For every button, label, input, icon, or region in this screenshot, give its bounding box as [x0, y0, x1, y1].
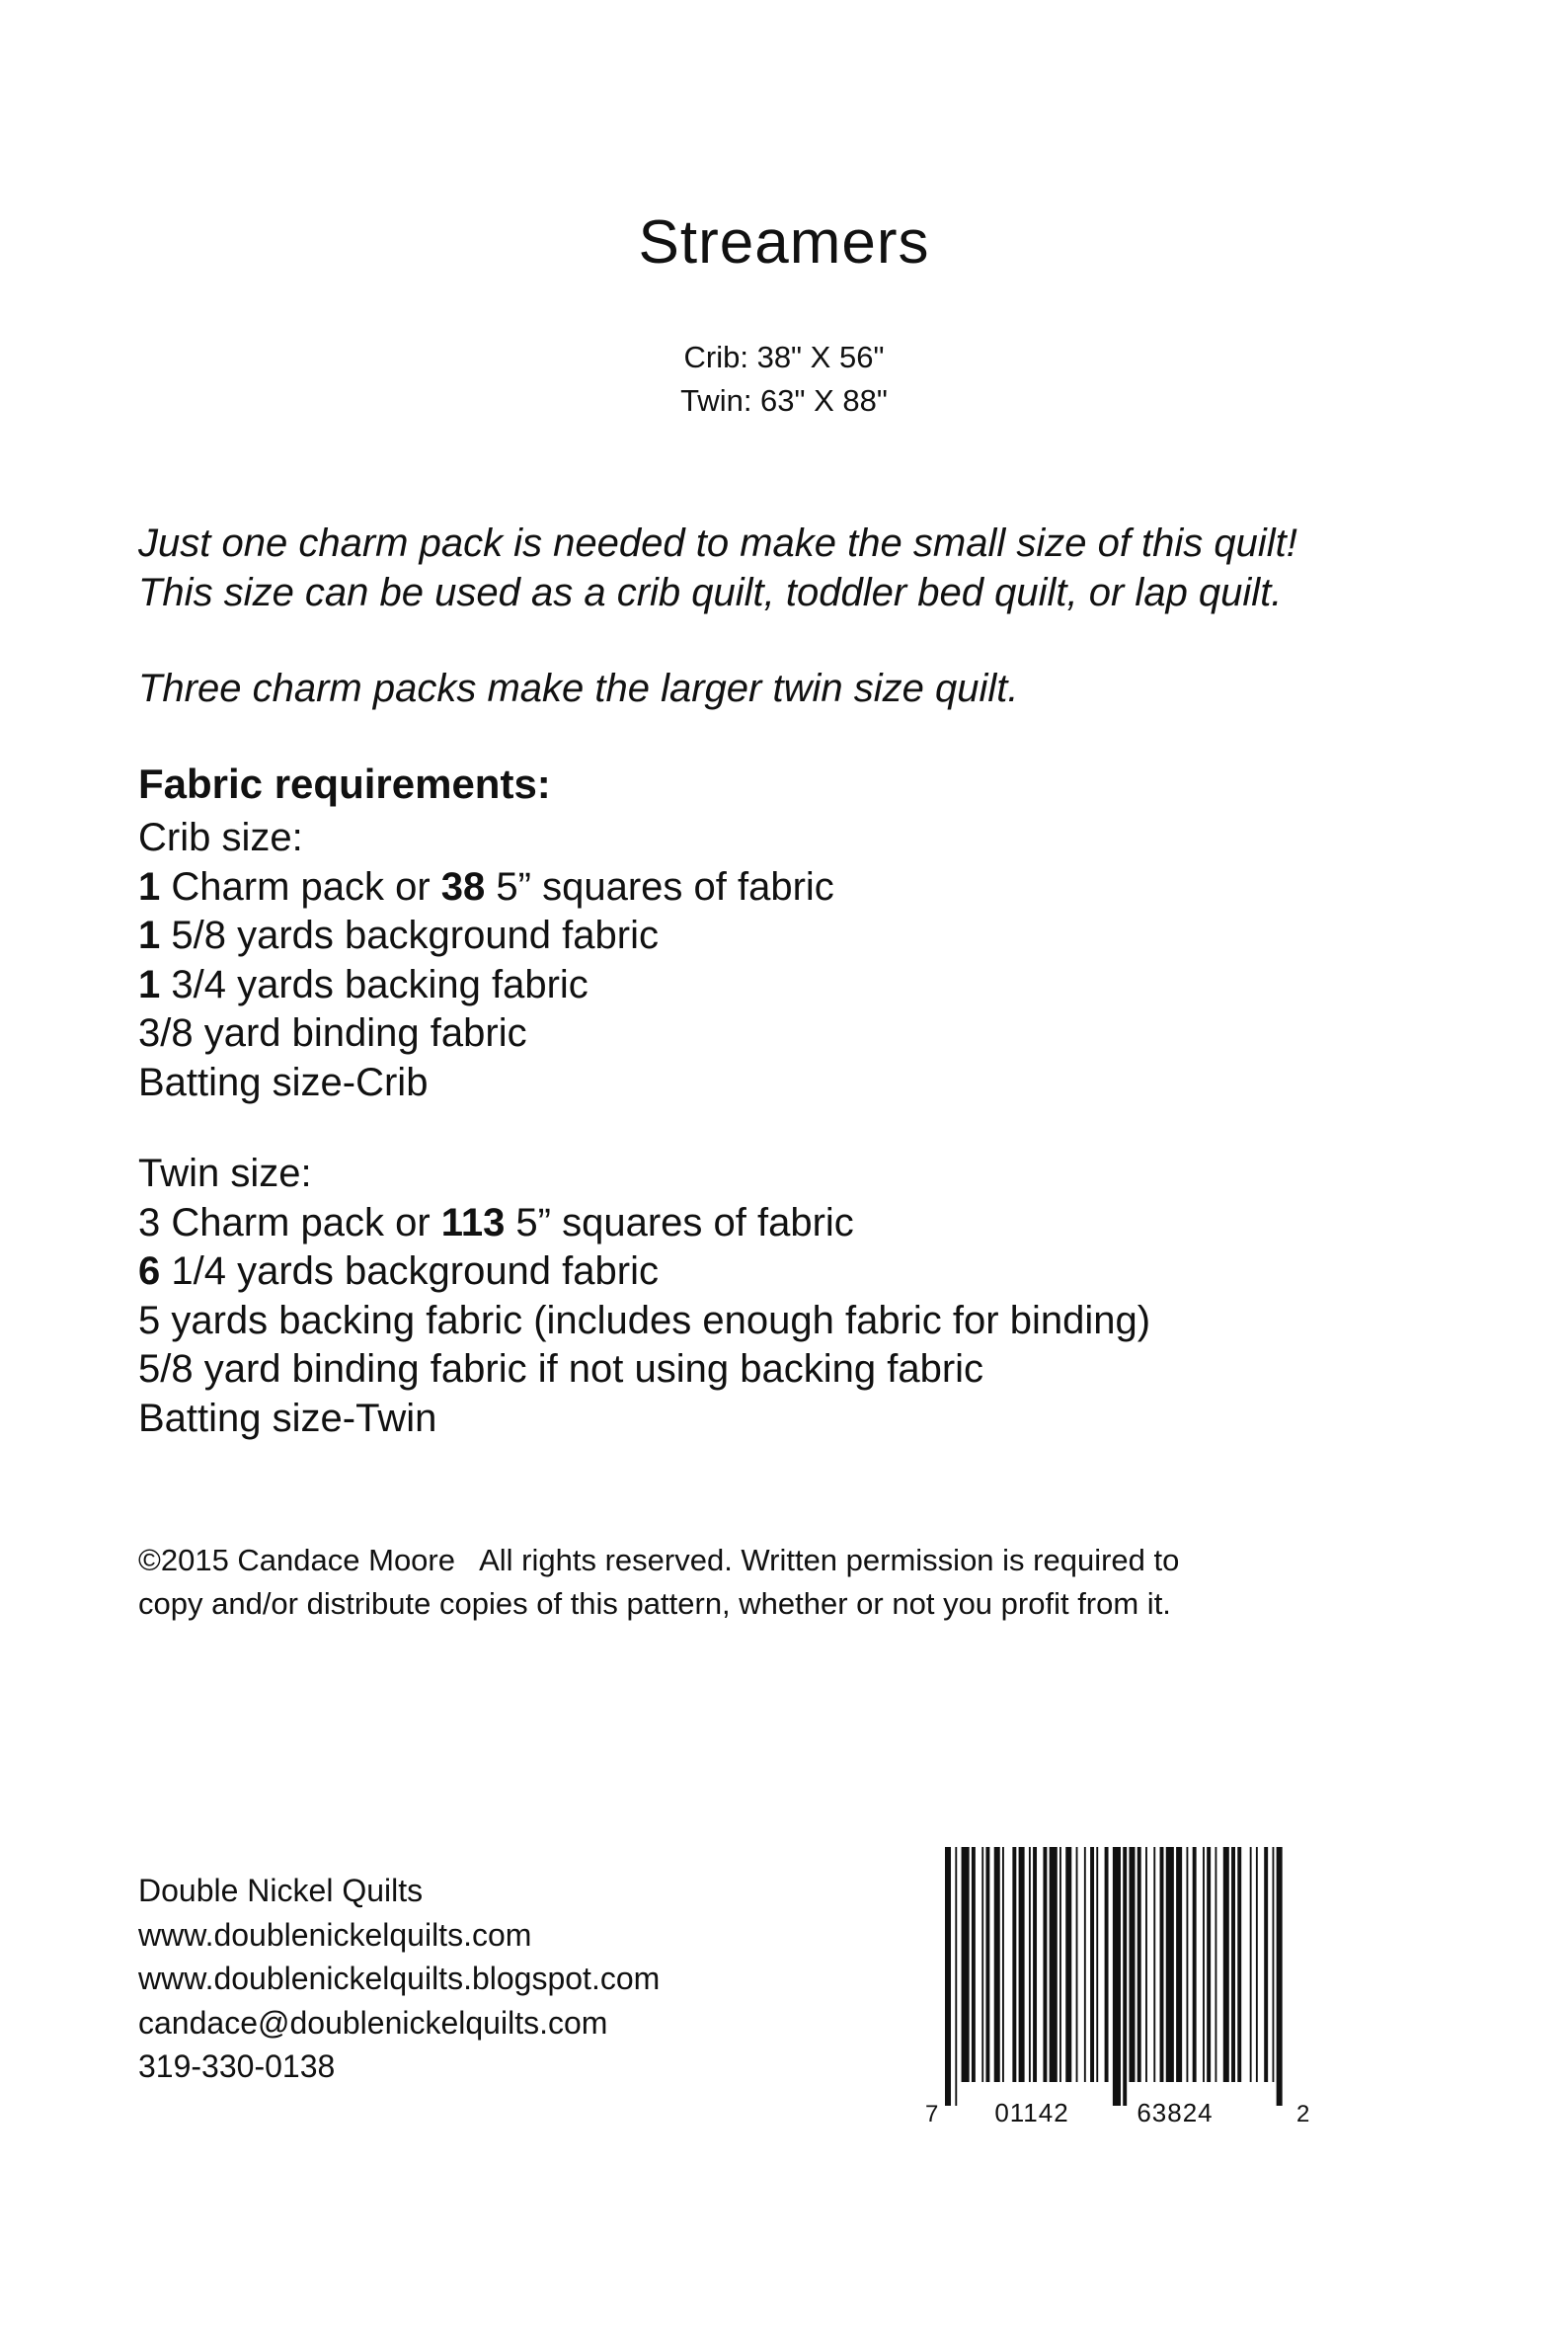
copyright-notice [138, 1539, 1451, 1626]
barcode-bar [1129, 1847, 1135, 2082]
crib-size-label: Crib size: [138, 816, 303, 859]
barcode-bar [1160, 1847, 1164, 2082]
barcode-bar [1231, 1847, 1235, 2082]
barcode-bar [1050, 1847, 1058, 2082]
copyright-line: copy and/or distribute copies of this pattern, whether or not you profit from it. [138, 1586, 1171, 1621]
blog-link[interactable]: www.doublenickelquilts.blogspot.com [138, 1961, 661, 1996]
barcode-bar [1137, 1847, 1141, 2082]
barcode-bar [1237, 1847, 1241, 2082]
pattern-title: Streamers [638, 208, 930, 277]
barcode-lead-digit: 7 [925, 2101, 939, 2127]
barcode-bar [1145, 1847, 1147, 2082]
twin-size-label: Twin size: [138, 1152, 312, 1195]
requirement-item: 6 1/4 yards background fabric [138, 1249, 659, 1293]
intro-line: Just one charm pack is needed to make the small size of this quilt! [138, 521, 1297, 565]
barcode-bar [1076, 1847, 1078, 2082]
requirement-item: Batting size-Twin [138, 1396, 437, 1440]
barcode [923, 1847, 1313, 2133]
barcode-bar [1256, 1847, 1258, 2082]
fabric-requirements-heading: Fabric requirements: [138, 761, 551, 807]
requirement-item: 3/8 yard binding fabric [138, 1011, 527, 1055]
requirement-item: 5 yards backing fabric (includes enough fabric for binding) [138, 1298, 1151, 1342]
quilt-sizes [0, 336, 1568, 423]
barcode-bar [1123, 1847, 1127, 2106]
barcode-bar [1065, 1847, 1071, 2082]
crib-dimensions: Crib: 38" X 56" [683, 340, 885, 374]
barcode-bar [1277, 1847, 1283, 2106]
barcode-bar [1059, 1847, 1061, 2082]
twin-dimensions: Twin: 63" X 88" [680, 383, 888, 418]
barcode-bar [1250, 1847, 1252, 2082]
barcode-bar [955, 1847, 957, 2106]
barcode-bar [985, 1847, 989, 2082]
barcode-bar [1264, 1847, 1268, 2082]
barcode-bar [1186, 1847, 1188, 2082]
barcode-check-digit: 2 [1296, 2101, 1310, 2127]
barcode-bar [1176, 1847, 1182, 2082]
barcode-bar [1113, 1847, 1121, 2106]
barcode-bar [1273, 1847, 1275, 2082]
barcode-bar [962, 1847, 970, 2082]
copyright-line: ©2015 Candace Moore All rights reserved. Written permission is required to [138, 1543, 1180, 1577]
requirement-item: 1 Charm pack or 38 5” squares of fabric [138, 864, 834, 909]
company-name: Double Nickel Quilts [138, 1873, 424, 1908]
requirement-item: 1 5/8 yards background fabric [138, 914, 659, 957]
crib-requirements [138, 814, 1442, 1107]
barcode-bar [1207, 1847, 1211, 2082]
barcode-bar [981, 1847, 983, 2082]
contact-block [138, 1869, 660, 2089]
barcode-bar [1096, 1847, 1098, 2082]
requirement-item: Batting size-Crib [138, 1060, 429, 1104]
phone-number: 319-330-0138 [138, 2048, 336, 2084]
barcode-left-digits: 01142 [994, 2098, 1069, 2127]
barcode-bar [1153, 1847, 1155, 2082]
barcode-bar [1166, 1847, 1174, 2082]
barcode-bar [1193, 1847, 1197, 2082]
website-link[interactable]: www.doublenickelquilts.com [138, 1916, 532, 1953]
barcode-bar [1033, 1847, 1037, 2082]
barcode-bar [1090, 1847, 1094, 2082]
barcode-bar [1223, 1847, 1229, 2082]
intro-twin-note: Three charm packs make the larger twin size quilt. [138, 667, 1019, 710]
barcode-right-digits: 63824 [1137, 2098, 1214, 2127]
barcode-bar [1105, 1847, 1109, 2082]
barcode-bars [945, 1847, 1283, 2106]
barcode-bar [1084, 1847, 1086, 2082]
barcode-bar [1215, 1847, 1216, 2082]
intro-paragraph [138, 519, 1442, 617]
barcode-bar [1012, 1847, 1016, 2082]
barcode-bar [1002, 1847, 1004, 2082]
barcode-bar [1029, 1847, 1031, 2082]
barcode-bar [1019, 1847, 1025, 2082]
requirement-item: 5/8 yard binding fabric if not using backing fabric [138, 1347, 984, 1391]
requirement-item: 3 Charm pack or 113 5” squares of fabric [138, 1200, 854, 1244]
email-link[interactable]: candace@doublenickelquilts.com [138, 2004, 608, 2041]
requirement-item: 1 3/4 yards backing fabric [138, 962, 588, 1006]
barcode-bar [994, 1847, 1000, 2082]
barcode-bar [1043, 1847, 1047, 2082]
intro-line: This size can be used as a crib quilt, toddler bed quilt, or lap quilt. [138, 571, 1283, 614]
barcode-bar [1203, 1847, 1205, 2082]
barcode-bar [945, 1847, 951, 2106]
twin-requirements [138, 1150, 1442, 1443]
barcode-bar [972, 1847, 976, 2082]
